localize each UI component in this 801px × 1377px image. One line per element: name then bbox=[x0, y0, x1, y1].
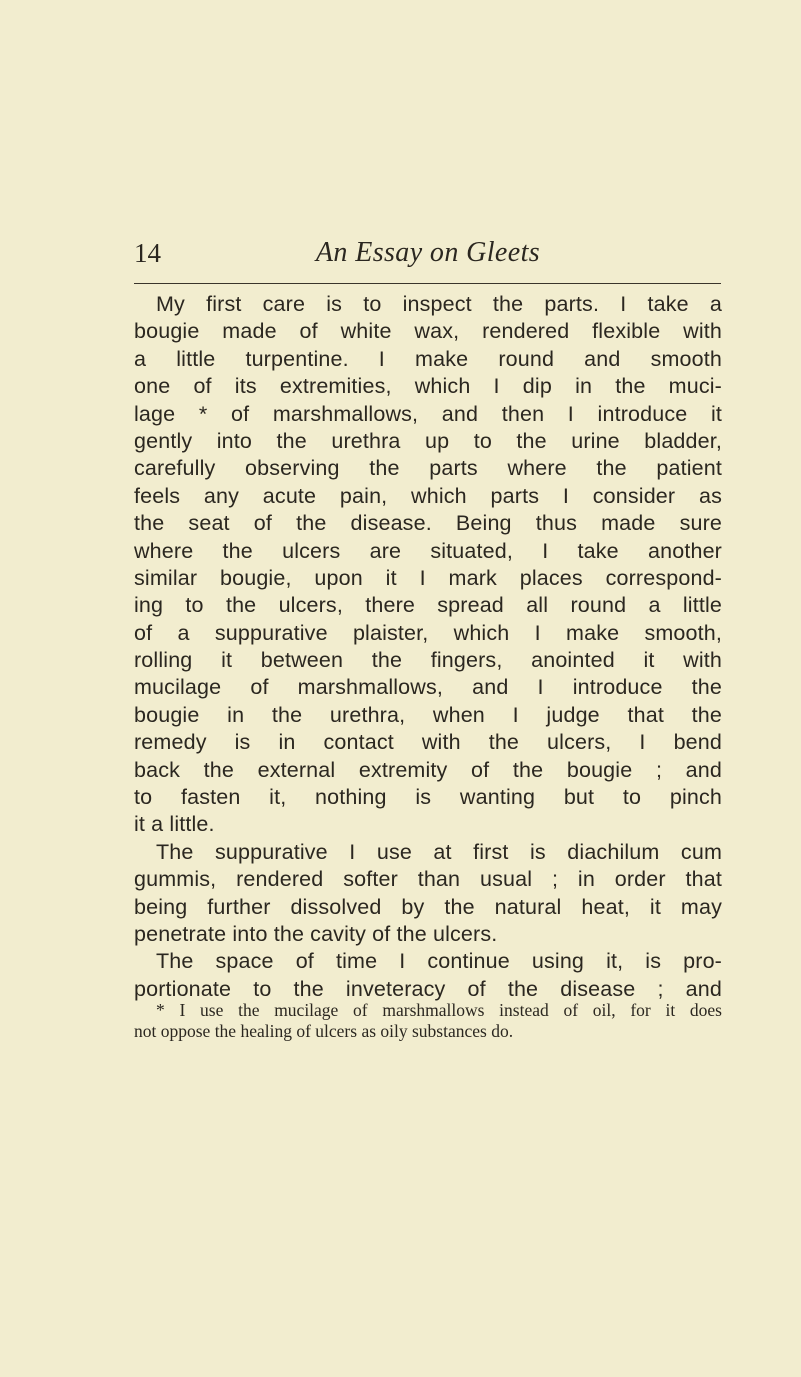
text-line: bougie in the urethra, when I judge that the bbox=[134, 702, 722, 727]
text-line: it a little. bbox=[134, 812, 215, 837]
text-line: gummis, rendered softer than usual ; in order that bbox=[134, 867, 722, 892]
header-rule bbox=[134, 283, 721, 284]
text-line: the seat of the disease. Being thus made sure bbox=[134, 511, 722, 536]
text-line: being further dissolved by the natural heat, it may bbox=[134, 894, 722, 919]
footnote bbox=[134, 1000, 722, 1042]
footnote-line: * I use the mucilage of marshmallows instead of oil, for it does bbox=[156, 1000, 722, 1020]
text-line: gently into the urethra up to the urine bladder, bbox=[134, 428, 722, 453]
text-line: mucilage of marshmallows, and I introduce the bbox=[134, 675, 722, 700]
text-line: portionate to the inveteracy of the disease ; and bbox=[134, 976, 722, 1001]
text-line: back the external extremity of the bougie ; and bbox=[134, 757, 722, 782]
text-line: similar bougie, upon it I mark places correspond- bbox=[134, 565, 722, 590]
text-line: one of its extremities, which I dip in the muci- bbox=[134, 374, 722, 399]
page-header bbox=[134, 232, 722, 272]
text-line: to fasten it, nothing is wanting but to pinch bbox=[134, 785, 722, 810]
text-line: remedy is in contact with the ulcers, I bend bbox=[134, 730, 722, 755]
text-line: My first care is to inspect the parts. I take a bbox=[156, 292, 722, 316]
page-number: 14 bbox=[134, 238, 161, 268]
text-line: lage * of marshmallows, and then I introduce it bbox=[134, 401, 722, 426]
text-line: carefully observing the parts where the patient bbox=[134, 456, 722, 481]
text-line: feels any acute pain, which parts I consider as bbox=[134, 483, 722, 508]
footnote-line: not oppose the healing of ulcers as oily substances do. bbox=[134, 1021, 514, 1041]
running-title: An Essay on Gleets bbox=[315, 237, 541, 268]
text-line: The suppurative I use at first is diachilum cum bbox=[156, 839, 722, 864]
text-line: ing to the ulcers, there spread all round a little bbox=[134, 593, 722, 618]
text-line: a little turpentine. I make round and smooth bbox=[134, 346, 722, 371]
body-text bbox=[134, 291, 722, 1003]
text-line: The space of time I continue using it, is pro- bbox=[156, 949, 722, 974]
text-line: of a suppurative plaister, which I make smooth, bbox=[134, 620, 722, 645]
text-line: bougie made of white wax, rendered flexible with bbox=[134, 319, 722, 344]
text-line: where the ulcers are situated, I take another bbox=[134, 538, 722, 563]
text-line: penetrate into the cavity of the ulcers. bbox=[134, 921, 498, 946]
text-line: rolling it between the fingers, anointed it with bbox=[134, 648, 722, 673]
